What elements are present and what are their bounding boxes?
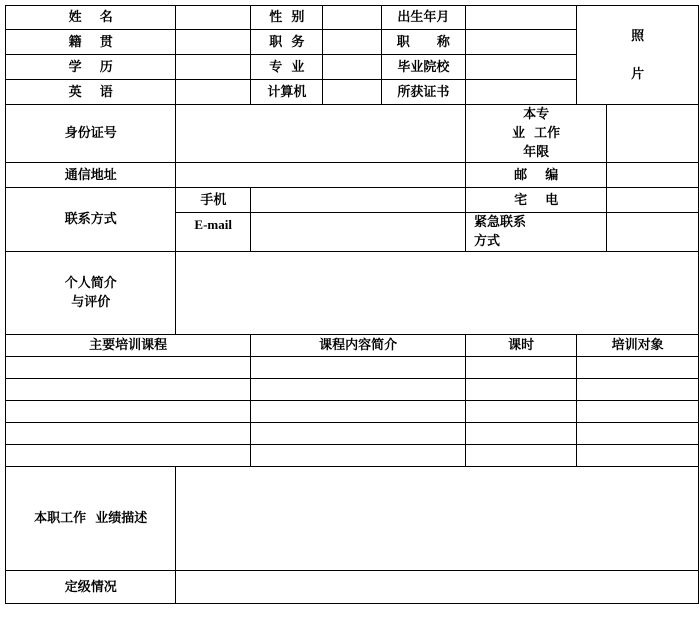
performance-field[interactable] xyxy=(176,467,699,571)
table-row xyxy=(6,423,699,445)
course-content-cell[interactable] xyxy=(251,379,466,401)
course-content-cell[interactable] xyxy=(251,423,466,445)
english-field[interactable] xyxy=(176,80,251,105)
address-label: 通信地址 xyxy=(6,163,176,188)
certificate-label: 所获证书 xyxy=(381,80,465,105)
training-target-cell[interactable] xyxy=(577,423,699,445)
training-course-cell[interactable] xyxy=(6,379,251,401)
course-content-cell[interactable] xyxy=(251,357,466,379)
name-field[interactable] xyxy=(176,6,251,30)
photo-label: 照 片 xyxy=(631,28,645,82)
id-number-label: 身份证号 xyxy=(6,105,176,163)
education-label: 学 历 xyxy=(6,55,176,80)
course-hours-cell[interactable] xyxy=(465,423,576,445)
course-content-header: 课程内容简介 xyxy=(251,335,466,357)
rating-label: 定级情况 xyxy=(6,571,176,604)
gender-field[interactable] xyxy=(323,6,381,30)
personal-info-form xyxy=(5,5,699,604)
home-phone-field[interactable] xyxy=(607,188,699,213)
table-row xyxy=(6,401,699,423)
contact-label: 联系方式 xyxy=(6,188,176,252)
zip-code-field[interactable] xyxy=(607,163,699,188)
computer-label: 计算机 xyxy=(251,80,323,105)
position-field[interactable] xyxy=(323,30,381,55)
course-hours-cell[interactable] xyxy=(465,357,576,379)
title-field[interactable] xyxy=(465,30,576,55)
rating-field[interactable] xyxy=(176,571,699,604)
school-label: 毕业院校 xyxy=(381,55,465,80)
native-place-field[interactable] xyxy=(176,30,251,55)
table-row xyxy=(6,357,699,379)
table-row xyxy=(6,379,699,401)
education-field[interactable] xyxy=(176,55,251,80)
english-label: 英 语 xyxy=(6,80,176,105)
name-label: 姓 名 xyxy=(6,6,176,30)
email-field[interactable] xyxy=(251,213,466,252)
course-content-cell[interactable] xyxy=(251,401,466,423)
major-field[interactable] xyxy=(323,55,381,80)
table-row xyxy=(6,445,699,467)
id-number-field[interactable] xyxy=(176,105,466,163)
gender-label: 性 别 xyxy=(251,6,323,30)
course-hours-header: 课时 xyxy=(465,335,576,357)
birth-date-label: 出生年月 xyxy=(381,6,465,30)
profile-field[interactable] xyxy=(176,252,699,335)
course-hours-cell[interactable] xyxy=(465,401,576,423)
photo-box[interactable] xyxy=(577,6,699,105)
course-content-cell[interactable] xyxy=(251,445,466,467)
training-target-cell[interactable] xyxy=(577,379,699,401)
computer-field[interactable] xyxy=(323,80,381,105)
course-hours-cell[interactable] xyxy=(465,445,576,467)
training-target-cell[interactable] xyxy=(577,445,699,467)
address-field[interactable] xyxy=(176,163,466,188)
emergency-contact-field[interactable] xyxy=(607,213,699,252)
position-label: 职 务 xyxy=(251,30,323,55)
title-label: 职 称 xyxy=(381,30,465,55)
training-target-header: 培训对象 xyxy=(577,335,699,357)
birth-date-field[interactable] xyxy=(465,6,576,30)
work-years-field[interactable] xyxy=(607,105,699,163)
native-place-label: 籍 贯 xyxy=(6,30,176,55)
zip-code-label: 邮 编 xyxy=(465,163,606,188)
mobile-label: 手机 xyxy=(176,188,251,213)
training-course-cell[interactable] xyxy=(6,445,251,467)
email-label: E-mail xyxy=(176,213,251,252)
training-course-cell[interactable] xyxy=(6,357,251,379)
training-course-header: 主要培训课程 xyxy=(6,335,251,357)
training-course-cell[interactable] xyxy=(6,401,251,423)
mobile-field[interactable] xyxy=(251,188,466,213)
work-years-label: 本专 业 工作 年限 xyxy=(465,105,606,163)
certificate-field[interactable] xyxy=(465,80,576,105)
course-hours-cell[interactable] xyxy=(465,379,576,401)
profile-label: 个人简介 与评价 xyxy=(6,252,176,335)
training-target-cell[interactable] xyxy=(577,401,699,423)
home-phone-label: 宅 电 xyxy=(465,188,606,213)
performance-label: 本职工作 业绩描述 xyxy=(6,467,176,571)
emergency-contact-label: 紧急联系 方式 xyxy=(465,213,606,252)
school-field[interactable] xyxy=(465,55,576,80)
training-course-cell[interactable] xyxy=(6,423,251,445)
training-target-cell[interactable] xyxy=(577,357,699,379)
major-label: 专 业 xyxy=(251,55,323,80)
